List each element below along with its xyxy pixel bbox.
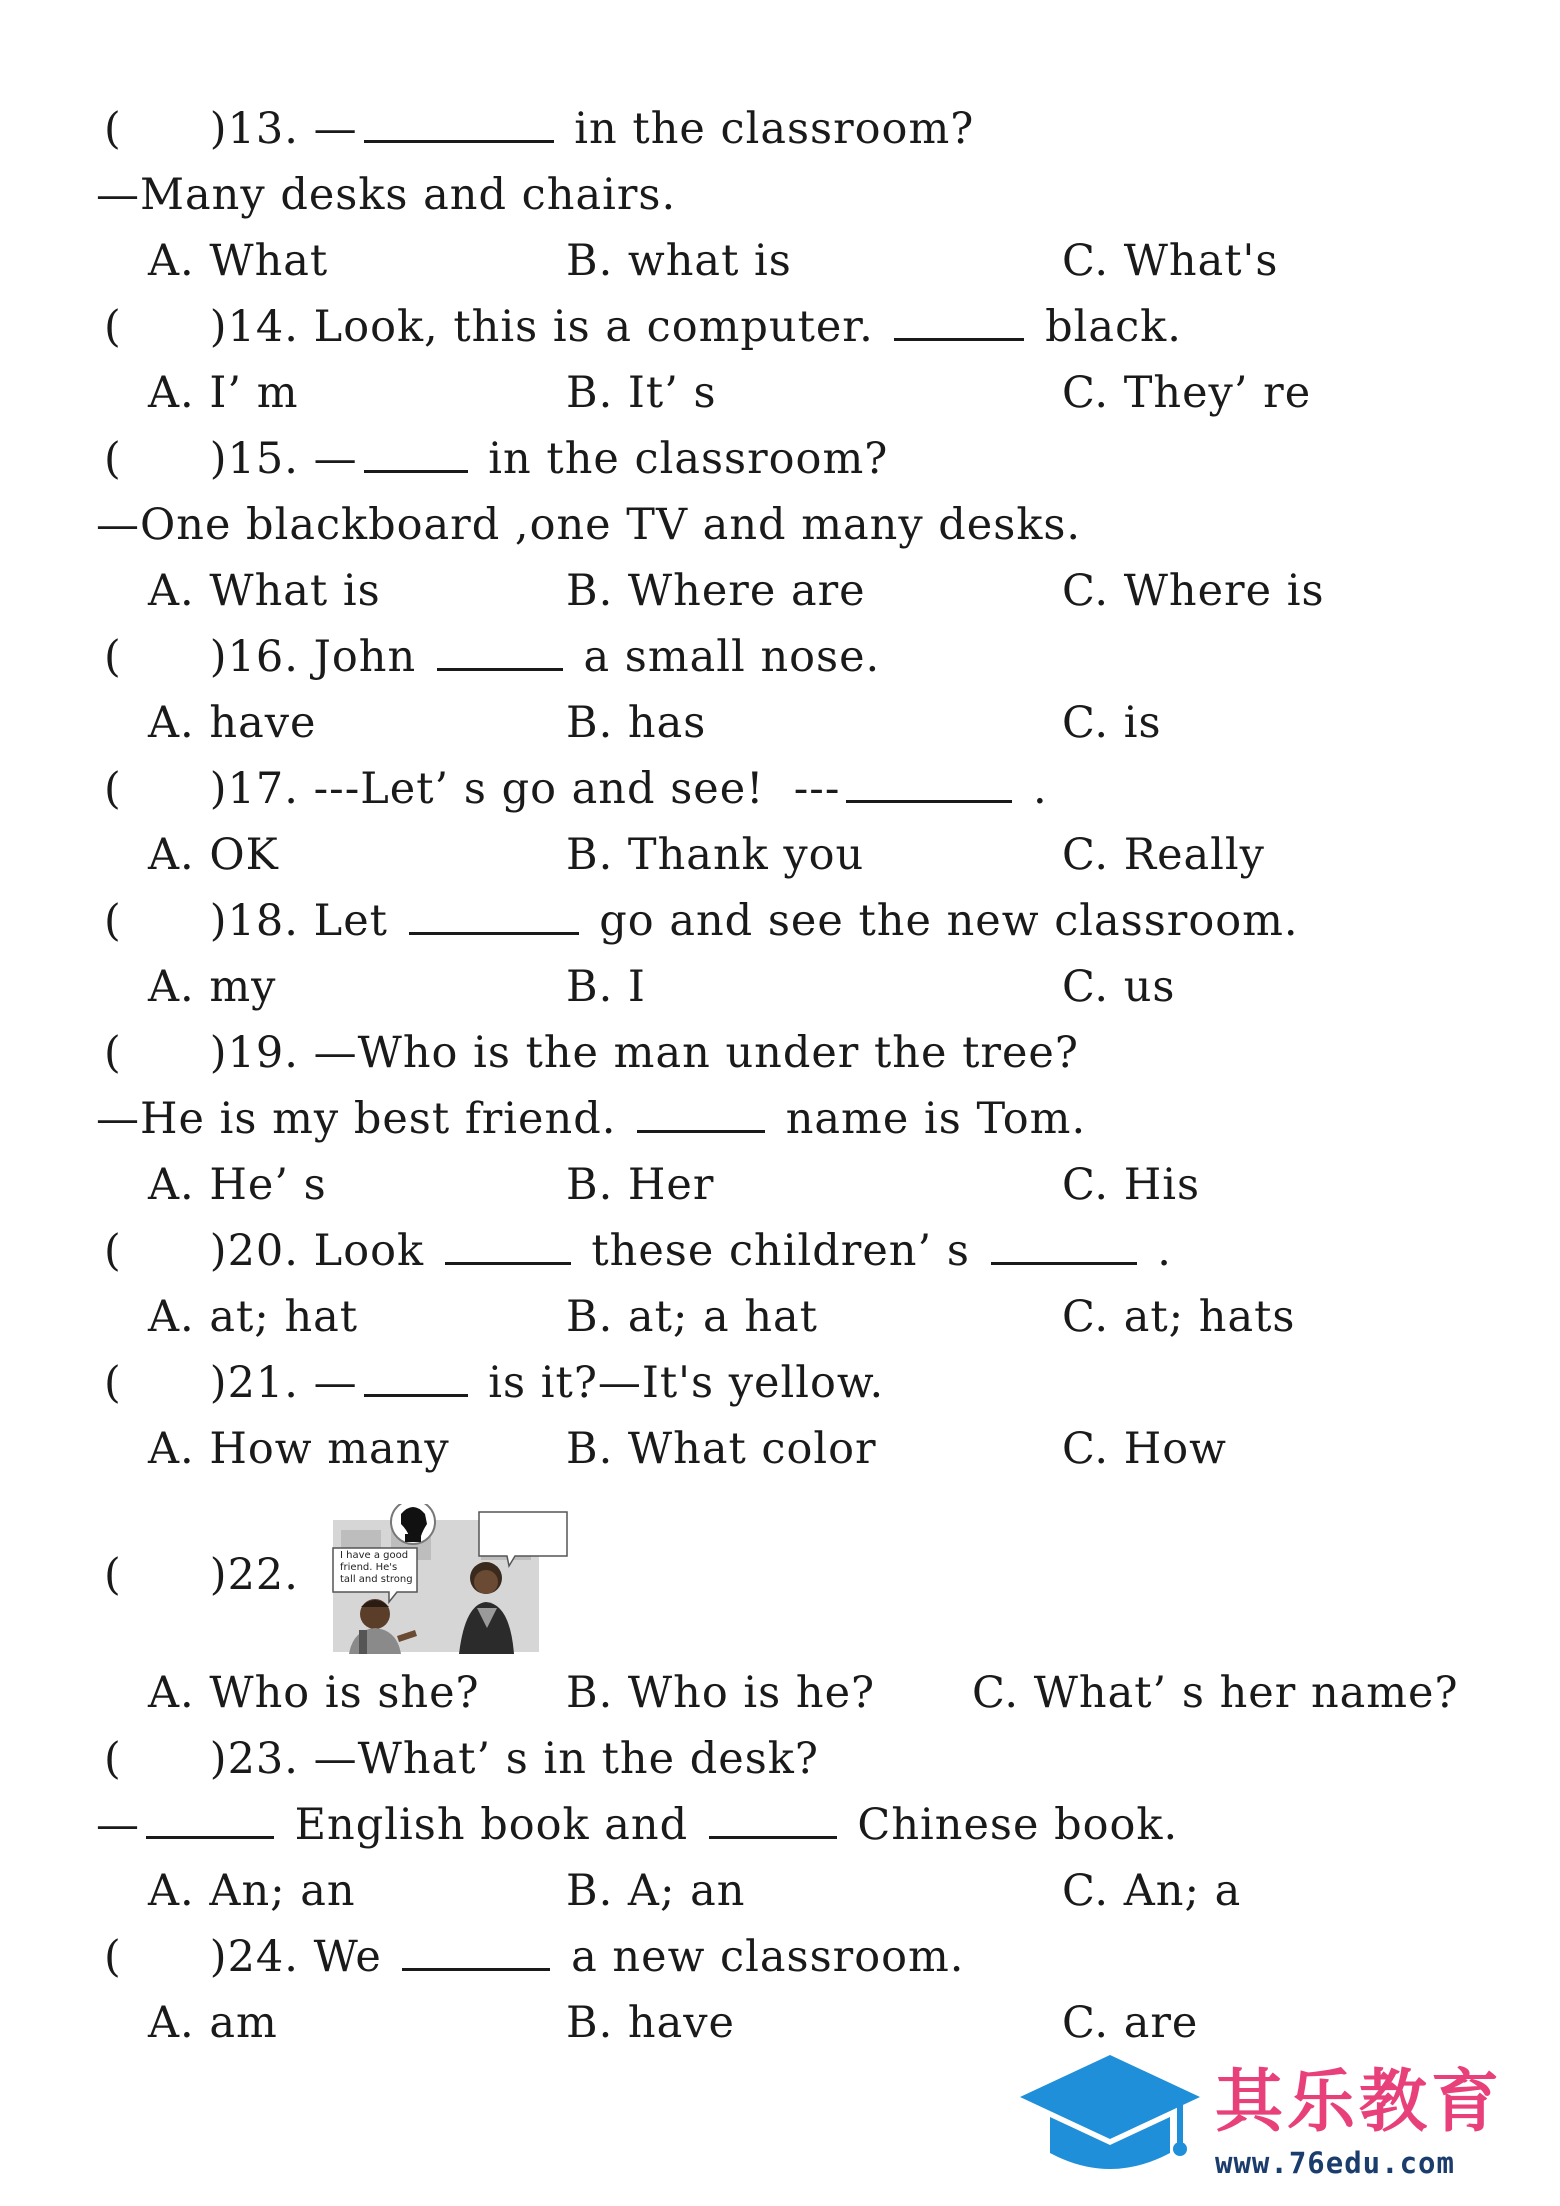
question-18-stem: ( )18. Let go and see the new classroom. (104, 896, 1299, 946)
option-c[interactable]: C. His (1062, 1160, 1201, 1210)
question-13-stem: ( )13. — in the classroom? (104, 104, 975, 154)
question-23-stem: ( )23. —What’ s in the desk? (104, 1734, 819, 1784)
option-b[interactable]: B. Who is he? (566, 1668, 876, 1718)
question-15-response: —One blackboard ,one TV and many desks. (96, 500, 1082, 550)
question-16-stem: ( )16. John a small nose. (104, 632, 881, 682)
question-22-illustration (331, 1504, 571, 1654)
answer-blank[interactable] (364, 1356, 468, 1397)
option-a[interactable]: A. have (148, 698, 317, 748)
option-b[interactable]: B. Her (566, 1160, 715, 1210)
option-a[interactable]: A. An; an (148, 1866, 356, 1916)
option-b[interactable]: B. I (566, 962, 646, 1012)
brand-watermark (1010, 2045, 1550, 2195)
option-b[interactable]: B. Thank you (566, 830, 865, 880)
option-c[interactable]: C. How (1062, 1424, 1227, 1474)
question-17-stem: ( )17. ---Let’ s go and see! --- . (104, 764, 1048, 814)
answer-blank[interactable] (437, 630, 563, 671)
question-24-stem: ( )24. We a new classroom. (104, 1932, 965, 1982)
option-b[interactable]: B. at; a hat (566, 1292, 818, 1342)
option-a[interactable]: A. OK (148, 830, 279, 880)
question-13-response: —Many desks and chairs. (96, 170, 677, 220)
option-a[interactable]: A. How many (148, 1424, 450, 1474)
answer-blank[interactable] (709, 1798, 837, 1839)
question-23-response: — English book and Chinese book. (96, 1800, 1179, 1850)
option-a[interactable]: A. Who is she? (148, 1668, 480, 1718)
option-b[interactable]: B. has (566, 698, 707, 748)
option-b[interactable]: B. what is (566, 236, 792, 286)
option-b[interactable]: B. It’ s (566, 368, 717, 418)
option-b[interactable]: B. A; an (566, 1866, 746, 1916)
option-a[interactable]: A. What (148, 236, 329, 286)
answer-blank[interactable] (991, 1224, 1137, 1265)
option-a[interactable]: A. am (148, 1998, 278, 2048)
question-15-stem: ( )15. — in the classroom? (104, 434, 889, 484)
option-c[interactable]: C. What’ s her name? (972, 1668, 1459, 1718)
answer-blank[interactable] (364, 432, 468, 473)
question-22-stem: ( )22. (104, 1550, 299, 1600)
option-c[interactable]: C. What's (1062, 236, 1279, 286)
answer-blank[interactable] (402, 1930, 550, 1971)
option-c[interactable]: C. are (1062, 1998, 1199, 2048)
option-c[interactable]: C. An; a (1062, 1866, 1242, 1916)
option-a[interactable]: A. I’ m (148, 368, 299, 418)
option-a[interactable]: A. He’ s (148, 1160, 327, 1210)
option-c[interactable]: C. at; hats (1062, 1292, 1296, 1342)
option-a[interactable]: A. my (148, 962, 277, 1012)
graduation-cap-icon (1010, 2045, 1210, 2195)
option-c[interactable]: C. is (1062, 698, 1162, 748)
option-c[interactable]: C. Really (1062, 830, 1265, 880)
answer-blank[interactable] (409, 894, 579, 935)
question-21-stem: ( )21. — is it?—It's yellow. (104, 1358, 885, 1408)
answer-blank[interactable] (146, 1798, 274, 1839)
question-19-response: —He is my best friend. name is Tom. (96, 1094, 1087, 1144)
brand-name: 其乐教育 (1215, 2063, 1504, 2142)
option-c[interactable]: C. They’ re (1062, 368, 1312, 418)
speech-bubble-text: I have a good friend. He's tall and strong (340, 1550, 413, 1585)
option-a[interactable]: A. at; hat (148, 1292, 359, 1342)
option-b[interactable]: B. Where are (566, 566, 866, 616)
option-c[interactable]: C. us (1062, 962, 1176, 1012)
option-b[interactable]: B. have (566, 1998, 736, 2048)
question-19-stem: ( )19. —Who is the man under the tree? (104, 1028, 1079, 1078)
option-a[interactable]: A. What is (148, 566, 381, 616)
answer-blank[interactable] (846, 762, 1012, 803)
answer-blank[interactable] (445, 1224, 571, 1265)
option-c[interactable]: C. Where is (1062, 566, 1325, 616)
brand-url[interactable]: www.76edu.com (1215, 2146, 1455, 2180)
answer-blank[interactable] (637, 1092, 765, 1133)
question-20-stem: ( )20. Look these children’ s . (104, 1226, 1172, 1276)
option-b[interactable]: B. What color (566, 1424, 877, 1474)
answer-blank[interactable] (894, 300, 1024, 341)
answer-blank[interactable] (364, 102, 554, 143)
question-14-stem: ( )14. Look, this is a computer. black. (104, 302, 1182, 352)
